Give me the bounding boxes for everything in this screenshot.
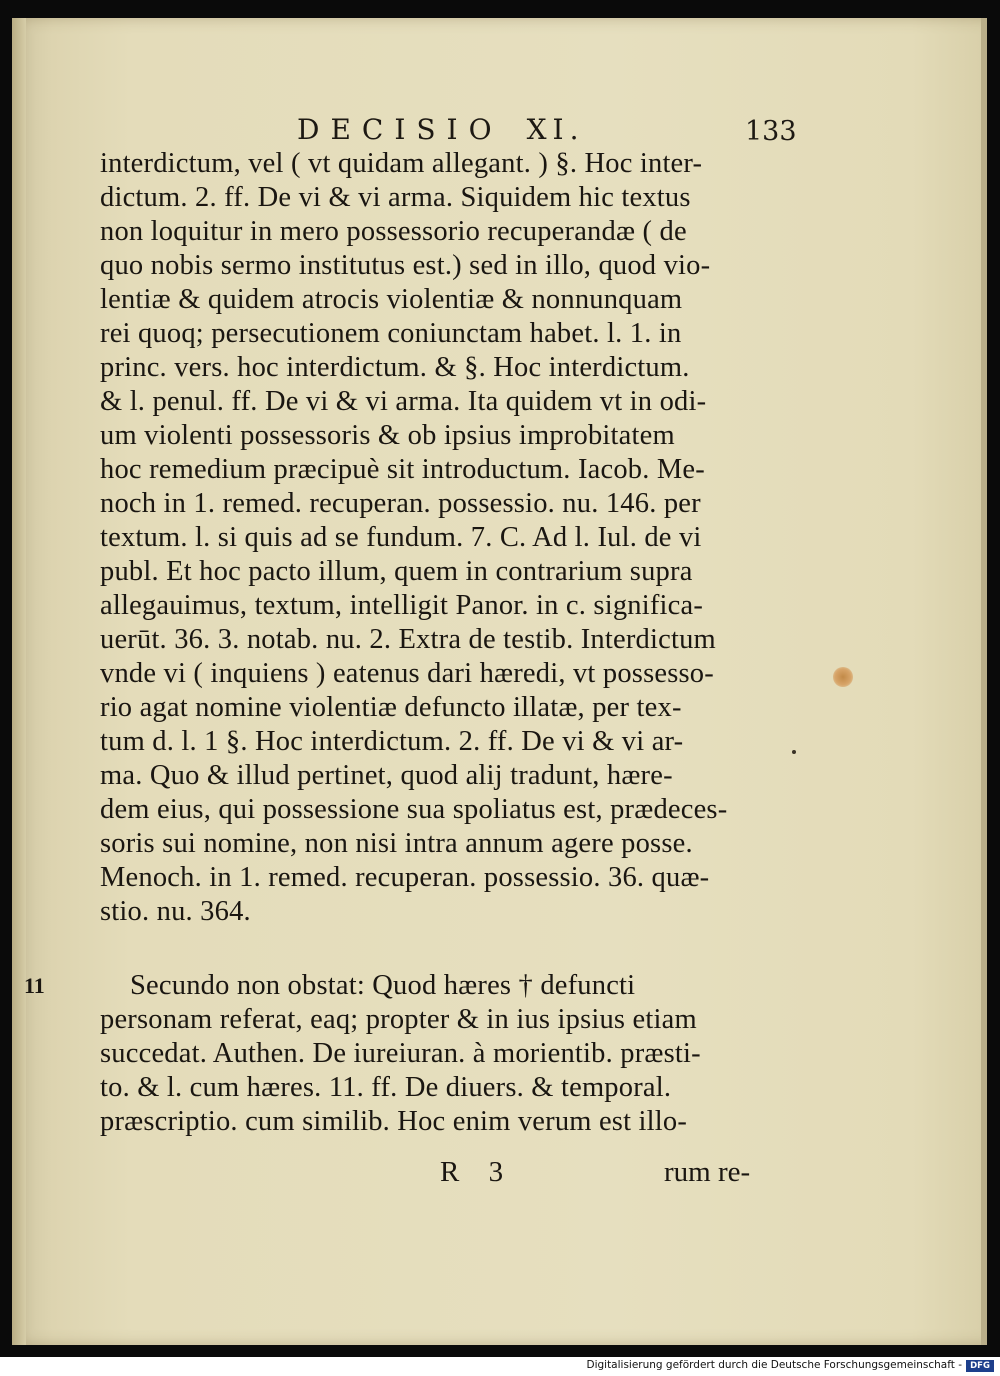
paper-stain [833, 667, 853, 687]
text-line: hoc remedium præcipuè sit introductum. Iacob. Me- [100, 454, 705, 485]
paragraph-line: succedat. Authen. De iureiuran. à morientib. præsti- [100, 1038, 701, 1069]
text-line: dictum. 2. ff. De vi & vi arma. Siquidem hic textus [100, 182, 691, 213]
text-line: textum. l. si quis ad se fundum. 7. C. Ad l. Iul. de vi [100, 522, 702, 553]
paragraph-line: præscriptio. cum similib. Hoc enim verum est illo- [100, 1106, 688, 1137]
text-line: & l. penul. ff. De vi & vi arma. Ita quidem vt in odi- [100, 386, 707, 417]
signature-mark: R 3 [440, 1156, 504, 1188]
paragraph-line: to. & l. cum hæres. 11. ff. De diuers. & temporal. [100, 1072, 672, 1103]
text-line: noch in 1. remed. recuperan. possessio. nu. 146. per [100, 488, 701, 519]
text-line: publ. Et hoc pacto illum, quem in contrarium supra [100, 556, 693, 587]
text-line: Menoch. in 1. remed. recuperan. possessio. 36. quæ- [100, 862, 710, 893]
text-line: lentiæ & quidem atrocis violentiæ & nonnunquam [100, 284, 683, 315]
catchword: rum re- [664, 1156, 751, 1188]
paragraph-line: personam referat, eaq; propter & in ius ipsius etiam [100, 1004, 697, 1035]
text-line: princ. vers. hoc interdictum. & §. Hoc interdictum. [100, 352, 690, 383]
text-line: quo nobis sermo institutus est.) sed in illo, quod vio- [100, 250, 711, 281]
margin-note-number: 11 [24, 973, 45, 998]
text-line: interdictum, vel ( vt quidam allegant. ) §. Hoc inter- [100, 148, 703, 179]
text-line: vnde vi ( inquiens ) eatenus dari hæredi, vt possesso- [100, 658, 714, 689]
ink-speck [792, 750, 796, 754]
text-line: rei quoq; persecutionem coniunctam habet. l. 1. in [100, 318, 682, 349]
paragraph-line: Secundo non obstat: Quod hæres † defuncti [130, 970, 636, 1001]
text-line: uerūt. 36. 3. notab. nu. 2. Extra de testib. Interdictum [100, 624, 716, 655]
page-number: 133 [745, 116, 797, 147]
text-line: um violenti possessoris & ob ipsius improbitatem [100, 420, 675, 451]
text-line: allegauimus, textum, intelligit Panor. in c. significa- [100, 590, 704, 621]
running-title: DECISIO [297, 113, 503, 146]
text-line: soris sui nomine, non nisi intra annum agere posse. [100, 828, 693, 859]
page-gutter [12, 18, 26, 1345]
credit-bar [0, 1357, 1000, 1376]
book-page [12, 18, 987, 1345]
text-line: stio. nu. 364. [100, 896, 251, 927]
text-line: rio agat nomine violentiæ defuncto illatæ, per tex- [100, 692, 682, 723]
text-line: tum d. l. 1 §. Hoc interdictum. 2. ff. De vi & vi ar- [100, 726, 684, 757]
text-line: dem eius, qui possessione sua spoliatus est, prædeces- [100, 794, 728, 825]
page-fore-edge [981, 18, 987, 1345]
running-head [297, 113, 584, 146]
text-line: non loquitur in mero possessorio recuperandæ ( de [100, 216, 687, 247]
dfg-logo: DFG [966, 1360, 994, 1372]
text-line: ma. Quo & illud pertinet, quod alij tradunt, hære- [100, 760, 673, 791]
funding-credit: Digitalisierung gefördert durch die Deutsche Forschungsgemeinschaft - [586, 1359, 962, 1371]
running-chapter-number: XI. [526, 113, 585, 146]
